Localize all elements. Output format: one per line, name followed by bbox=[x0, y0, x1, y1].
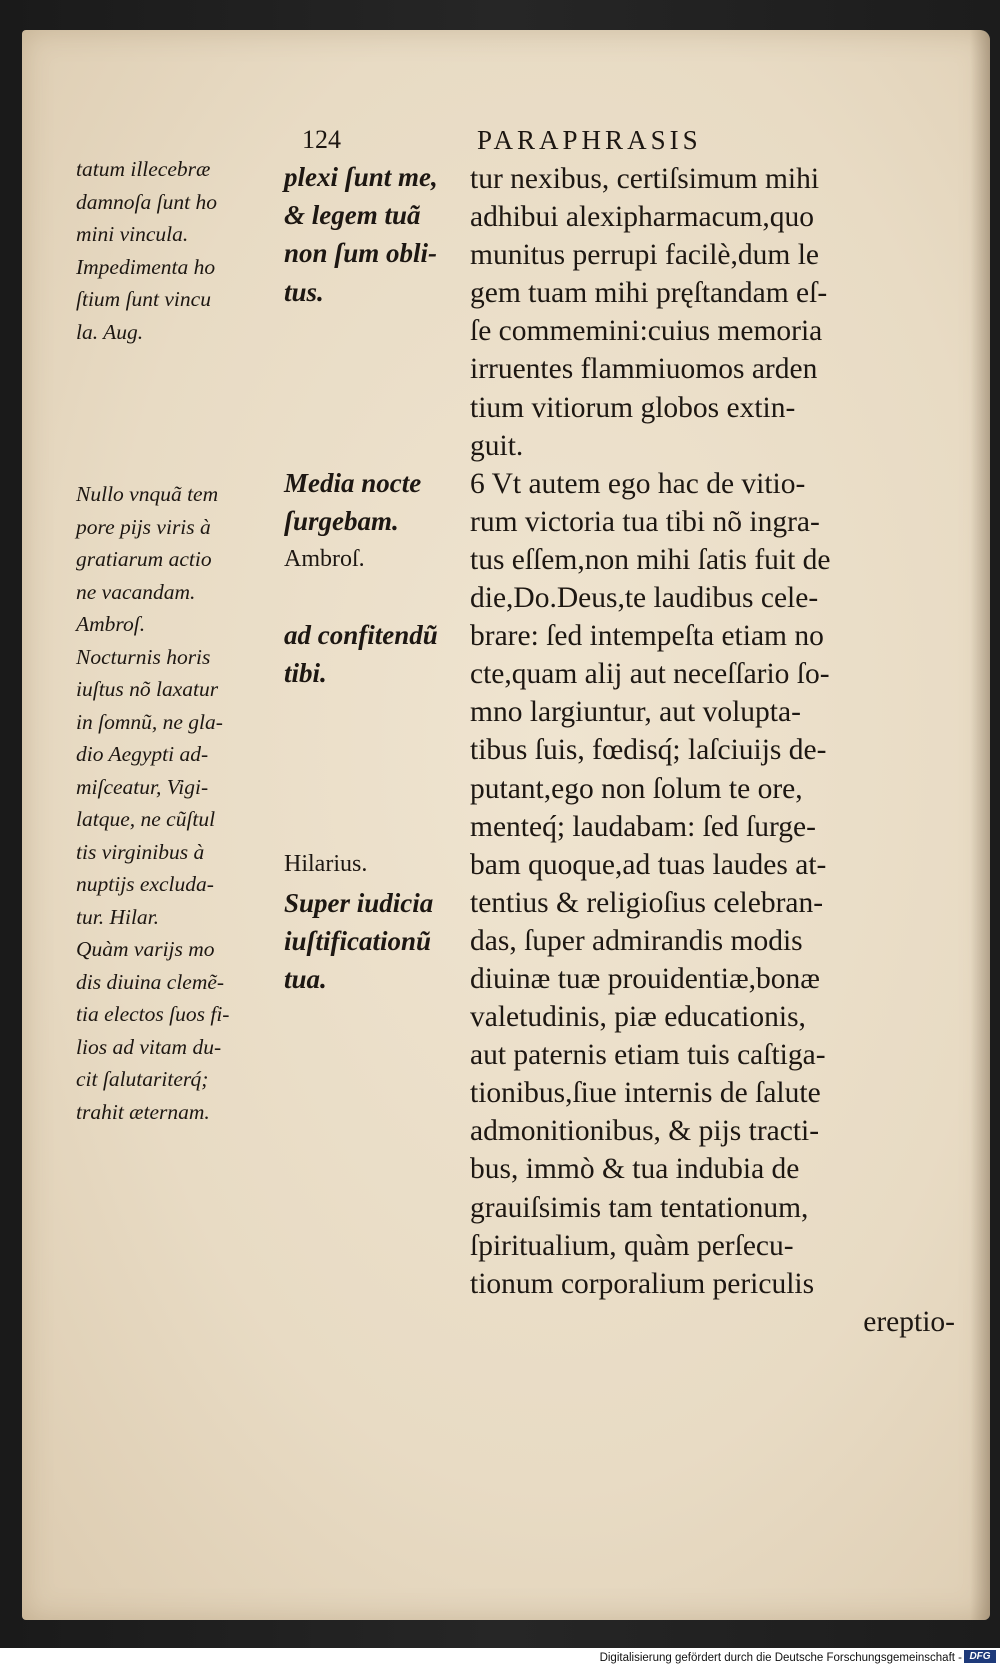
main-text-line: bus, immò & tua indubia de bbox=[470, 1153, 800, 1186]
main-text-line: admonitionibus, & pijs tracti- bbox=[470, 1115, 820, 1148]
scripture-line: Hilarius. bbox=[284, 851, 368, 878]
scripture-line: tus. bbox=[284, 276, 324, 307]
margin-note-line: lios ad vitam du- bbox=[76, 1034, 222, 1059]
scripture-line: Media nocte bbox=[284, 467, 422, 498]
main-text-line: tur nexibus, certiſsimum mihi bbox=[470, 163, 820, 195]
margin-note-line: miſceatur, Vigi- bbox=[76, 774, 209, 799]
main-text-line: irruentes flammiuomos arden bbox=[470, 353, 818, 386]
margin-note-line: ne vacandam. bbox=[76, 579, 196, 604]
margin-notes-column bbox=[76, 153, 288, 1128]
scripture-line: tibi. bbox=[284, 658, 327, 689]
main-text-line: guit. bbox=[470, 429, 524, 462]
main-text-line: tionum corporalium periculis bbox=[470, 1267, 815, 1300]
margin-note-line: damnoſa ſunt ho bbox=[76, 189, 217, 214]
main-text-line: putant,ego non ſolum te ore, bbox=[470, 772, 803, 805]
page-number: 124 bbox=[302, 125, 341, 154]
margin-note-line: Nocturnis horis bbox=[76, 644, 211, 669]
margin-note-line: Impedimenta ho bbox=[76, 254, 216, 279]
margin-note-line: tur. Hilar. bbox=[76, 904, 160, 929]
main-text-line: bam quoque,ad tuas laudes at- bbox=[470, 848, 827, 881]
main-text-line: rum victoria tua tibi nõ ingra- bbox=[470, 505, 820, 538]
scripture-line: ſurgebam. bbox=[284, 505, 399, 536]
scripture-line: iuſtificationũ bbox=[284, 925, 432, 956]
main-text-line: adhibui alexipharmacum,quo bbox=[470, 201, 815, 234]
margin-note-line: Quàm varijs mo bbox=[76, 937, 215, 961]
margin-note-line: la. Aug. bbox=[76, 319, 144, 344]
margin-note-line: tatum illecebræ bbox=[76, 157, 211, 181]
main-text-line: 6 Vt autem ego hac de vitio- bbox=[470, 467, 806, 500]
main-text-line: gem tuam mihi pręſtandam eſ- bbox=[470, 277, 828, 310]
margin-note-line: iuſtus nõ laxatur bbox=[76, 677, 219, 701]
margin-note-line: nuptijs excluda- bbox=[76, 872, 214, 896]
main-text-line: grauiſsimis tam tentationum, bbox=[470, 1191, 809, 1224]
margin-note-line: tia electos ſuos fi- bbox=[76, 1002, 230, 1026]
margin-note-line: pore pijs viris à bbox=[76, 514, 211, 539]
margin-note-line bbox=[76, 381, 288, 414]
main-text-line: ſpiritualium, quàm perſecu- bbox=[470, 1229, 794, 1262]
margin-note-line: dio Aegypti ad- bbox=[76, 742, 209, 766]
main-text-line: das, ſuper admirandis modis bbox=[470, 924, 803, 957]
scripture-line bbox=[284, 349, 474, 387]
margin-note-line: latque, ne cũſtul bbox=[76, 807, 216, 831]
main-text-line: cte,quam alij aut neceſſario ſo- bbox=[470, 658, 830, 691]
main-text-line: menteq́; laudabam: ſed ſurge- bbox=[470, 810, 816, 843]
dfg-logo: DFG bbox=[964, 1650, 996, 1663]
margin-note-line bbox=[76, 446, 288, 479]
scripture-line bbox=[284, 425, 474, 463]
scripture-line: Ambroſ. bbox=[284, 545, 365, 572]
main-text-line: die,Do.Deus,te laudibus cele- bbox=[470, 582, 819, 615]
scripture-line: ad confitendũ bbox=[284, 620, 438, 651]
main-text-column bbox=[470, 160, 955, 1341]
digitization-credit: Digitalisierung gefördert durch die Deutsche Forschungsgemeinschaft - bbox=[599, 1652, 962, 1664]
scripture-line bbox=[284, 769, 474, 807]
main-text-line: tionibus,ſiue internis de ſalute bbox=[470, 1077, 821, 1110]
running-title: PARAPHRASIS bbox=[477, 125, 702, 155]
margin-note-line: in ſomnũ, ne gla- bbox=[76, 709, 223, 734]
scripture-line: plexi ſunt me, bbox=[284, 162, 438, 192]
main-text-line: valetudinis, piæ educationis, bbox=[470, 1001, 806, 1034]
main-text-line: diuinæ tuæ prouidentiæ,bonæ bbox=[470, 962, 820, 995]
margin-note-line: gratiarum actio bbox=[76, 547, 212, 571]
scripture-line: & legem tuã bbox=[284, 200, 421, 231]
main-text-line: tus eſſem,non mihi ſatis fuit de bbox=[470, 543, 831, 576]
scripture-line: tua. bbox=[284, 963, 327, 994]
scripture-line bbox=[284, 807, 474, 845]
margin-note-line: tis virginibus à bbox=[76, 839, 205, 864]
main-text-line: aut paternis etiam tuis caſtiga- bbox=[470, 1039, 826, 1072]
scripture-line bbox=[284, 387, 474, 425]
margin-note-line: dis diuina clemẽ- bbox=[76, 969, 225, 994]
margin-note-line: mini vincula. bbox=[76, 222, 189, 246]
margin-note-line: ſtium ſunt vincu bbox=[76, 287, 211, 311]
main-text-line: brare: ſed intempeſta etiam no bbox=[470, 620, 824, 653]
scripture-column bbox=[284, 158, 474, 998]
margin-note-line bbox=[76, 413, 288, 446]
scripture-line bbox=[284, 578, 474, 616]
page-edge-shadow bbox=[970, 30, 990, 1620]
scripture-line bbox=[284, 731, 474, 769]
main-text-line: ſe commemini:cuius memoria bbox=[470, 315, 823, 348]
scripture-line: Super iudicia bbox=[284, 887, 434, 918]
main-text-line: tibus ſuis, fœdisq́; laſciuijs de- bbox=[470, 734, 827, 767]
margin-note-line bbox=[76, 348, 288, 381]
margin-note-line: trahit æternam. bbox=[76, 1099, 210, 1124]
main-text-line: tentius & religioſius celebran- bbox=[470, 886, 824, 919]
main-text-line: munitus perrupi facilè,dum le bbox=[470, 239, 819, 272]
scripture-line: non ſum obli- bbox=[284, 238, 438, 269]
margin-note-line: cit ſalutariterq́; bbox=[76, 1067, 209, 1091]
margin-note-line: Nullo vnquã tem bbox=[76, 482, 219, 506]
scripture-line bbox=[284, 311, 474, 349]
main-text-line: tium vitiorum globos extin- bbox=[470, 391, 796, 424]
main-text-line: mno largiuntur, aut volupta- bbox=[470, 696, 801, 729]
margin-note-line: Ambroſ. bbox=[76, 612, 146, 636]
footer-bar bbox=[0, 1648, 1000, 1665]
catchword: ereptio- bbox=[863, 1305, 955, 1338]
scripture-line bbox=[284, 693, 474, 731]
